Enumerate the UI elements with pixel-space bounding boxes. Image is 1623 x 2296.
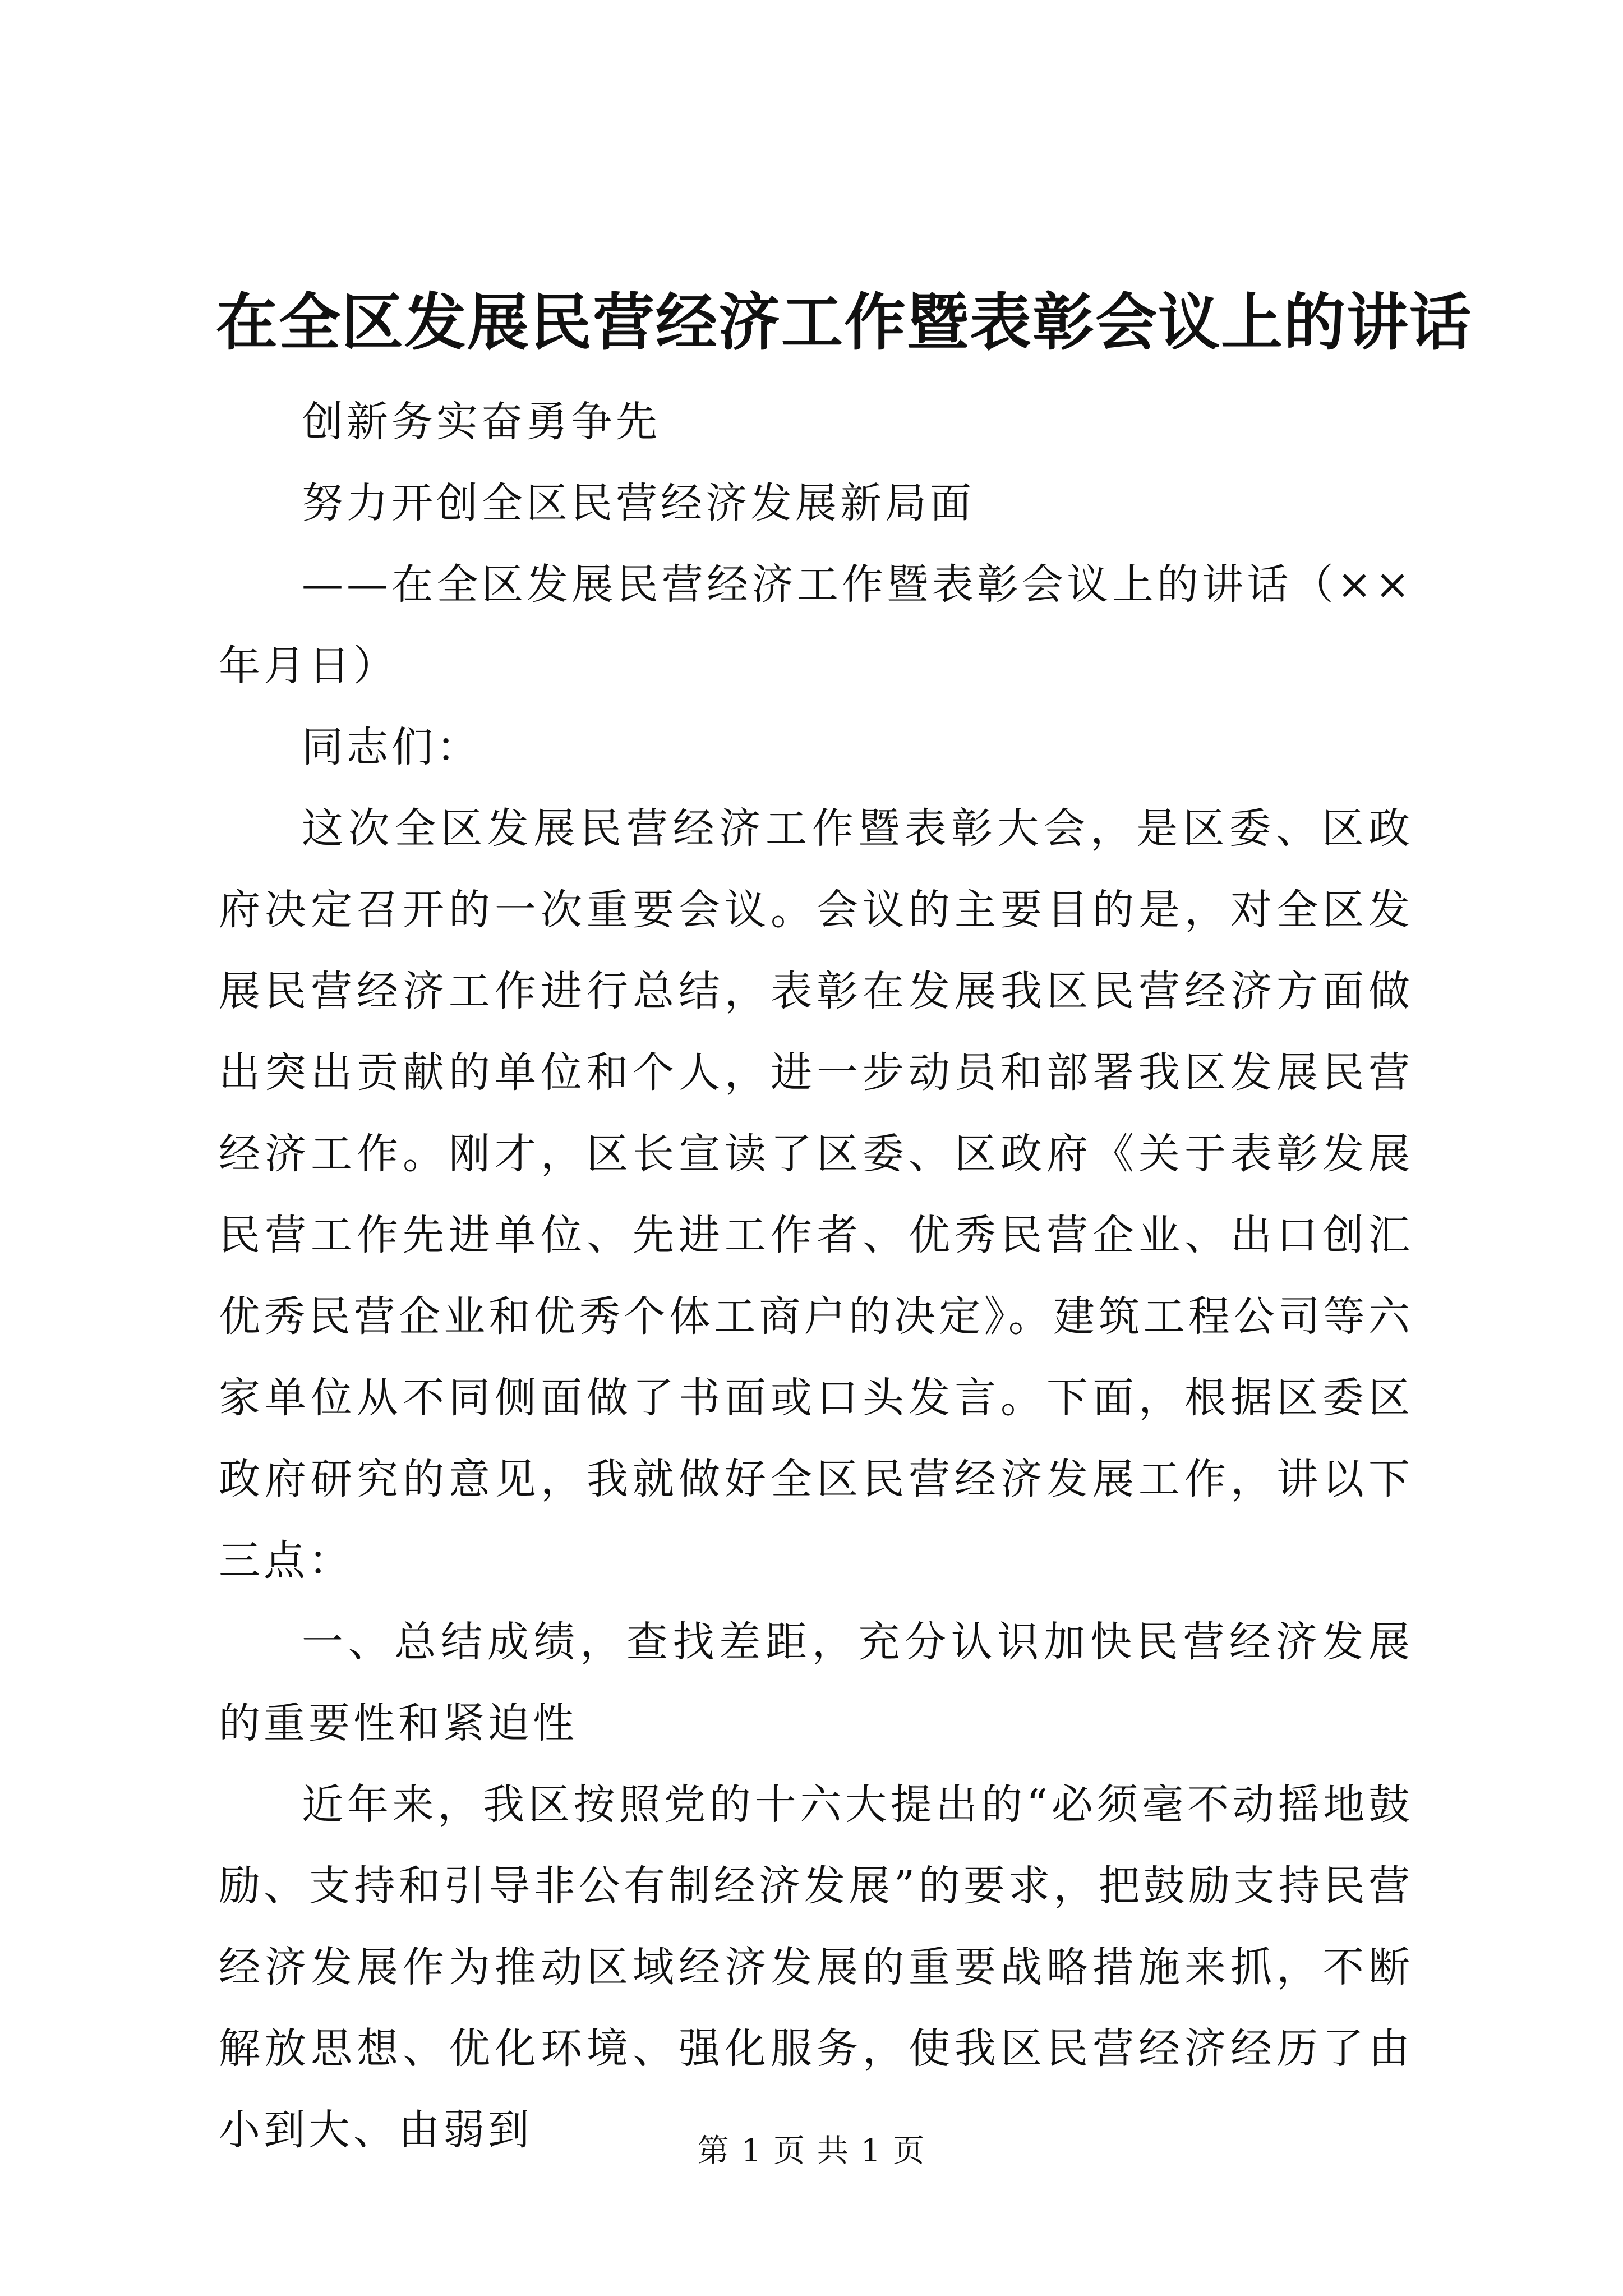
section-heading-1: 一、总结成绩，查找差距，充分认识加快民营经济发展的重要性和紧迫性	[219, 1618, 1413, 1747]
subtitle-line-1: 创新务实奋勇争先	[302, 398, 661, 446]
subtitle-line-2: 努力开创全区民营经济发展新局面	[302, 479, 975, 527]
paragraph-section-1: 近年来，我区按照党的十六大提出的“必须毫不动摇地鼓励、支持和引导非公有制经济发展”的要求，把鼓励支持民营经济发展作为推动区域经济发展的重要战略措施来抓，不断解放思想、优化环境、强化服务，使我区民营经济经历了由小到大、由弱到	[219, 1780, 1413, 2154]
document-title: 在全区发展民营经济工作暨表彰会议上的讲话	[216, 286, 1472, 358]
subtitle-speech-note: ——在全区发展民营经济工作暨表彰会议上的讲话（××年月日）	[219, 560, 1413, 690]
salutation: 同志们：	[302, 723, 481, 771]
paragraph-intro: 这次全区发展民营经济工作暨表彰大会，是区委、区政府决定召开的一次重要会议。会议的主要目的是，对全区发展民营经济工作进行总结，表彰在发展我区民营经济方面做出突出贡献的单位和个人，进一步动员和部署我区发展民营经济工作。刚才，区长宣读了区委、区政府《关于表彰发展民营工作先进单位、先进工作者、优秀民营企业、出口创汇优秀民营企业和优秀个体工商户的决定》。建筑工程公司等六家单位从不同侧面做了书面或口头发言。下面，根据区委区政府研究的意见，我就做好全区民营经济发展工作，讲以下三点：	[219, 804, 1413, 1585]
page-footer: 第 1 页 共 1 页	[697, 2133, 926, 2169]
document-body	[219, 381, 1413, 2171]
